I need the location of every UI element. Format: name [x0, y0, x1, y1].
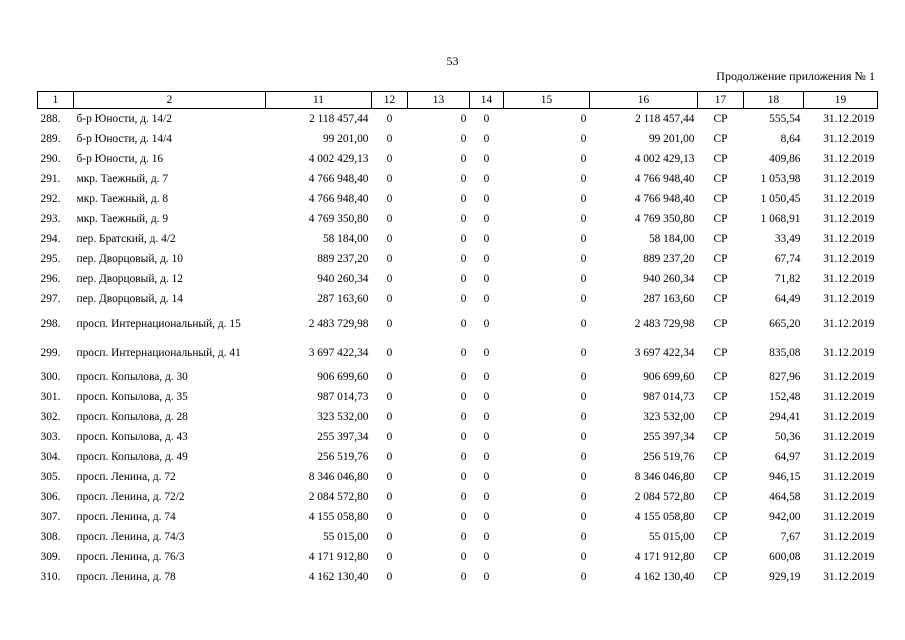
cell-cost-total: 4 171 912,80: [308, 551, 369, 563]
cell-col-13: 0: [460, 551, 467, 563]
cell-source-code: СР: [713, 511, 728, 523]
cell-area: 464,58: [769, 491, 801, 503]
cell-row-number: 301.: [40, 391, 61, 403]
cell-col-14: 0: [483, 133, 490, 145]
cell-deadline: 31.12.2019: [823, 113, 875, 125]
cell-deadline: 31.12.2019: [823, 551, 875, 563]
cell-area: 294,41: [769, 411, 801, 423]
cell-col-15: 0: [580, 491, 587, 503]
cell-col-12: 0: [386, 451, 393, 463]
table-row: [38, 338, 878, 367]
table-row: [38, 567, 878, 587]
cell-area: 1 053,98: [760, 173, 801, 185]
cell-cost-total: 2 483 729,98: [308, 317, 369, 330]
cell-col-15: 0: [580, 551, 587, 563]
cell-deadline: 31.12.2019: [823, 391, 875, 403]
cell-cost-col-16: 4 171 912,80: [634, 551, 695, 563]
cell-row-number: 295.: [40, 253, 61, 265]
cell-area: 555,54: [769, 113, 801, 125]
table-row: [38, 249, 878, 269]
cell-cost-col-16: 2 118 457,44: [635, 113, 695, 125]
cell-col-13: 0: [460, 113, 467, 125]
cell-col-14: 0: [483, 173, 490, 185]
cell-cost-total: 287 163,60: [317, 293, 369, 305]
cell-area: 7,67: [780, 531, 801, 543]
cell-address: просп. Ленина, д. 76/3: [76, 551, 185, 563]
cell-area: 71,82: [774, 273, 801, 285]
cell-address: мкр. Таежный, д. 9: [76, 213, 169, 225]
table-row: [38, 109, 878, 130]
cell-area: 64,49: [774, 293, 801, 305]
cell-col-12: 0: [386, 371, 393, 383]
cell-col-14: 0: [483, 193, 490, 205]
cell-address: просп. Копылова, д. 30: [76, 371, 188, 383]
cell-col-14: 0: [483, 113, 490, 125]
cell-col-14: 0: [483, 346, 490, 359]
page-number: 53: [446, 54, 459, 68]
cell-cost-col-16: 8 346 046,80: [634, 471, 695, 483]
table-row: [38, 149, 878, 169]
cell-col-15: 0: [580, 391, 587, 403]
cell-source-code: СР: [713, 391, 728, 403]
cell-col-13: 0: [460, 471, 467, 483]
column-header: 11: [266, 92, 372, 109]
cell-row-number: 303.: [40, 431, 61, 443]
cell-row-number: 288.: [40, 113, 61, 125]
cell-col-12: 0: [386, 193, 393, 205]
cell-area: 942,00: [769, 511, 801, 523]
cell-col-15: 0: [580, 293, 587, 305]
cell-cost-col-16: 2 084 572,80: [634, 491, 695, 503]
cell-col-14: 0: [483, 371, 490, 383]
cell-col-14: 0: [483, 531, 490, 543]
cell-col-15: 0: [580, 213, 587, 225]
cell-source-code: СР: [713, 411, 728, 423]
cell-area: 152,48: [769, 391, 801, 403]
continuation-note: Продолжение приложения № 1: [716, 69, 875, 83]
table-header-row: [38, 92, 878, 109]
cell-col-13: 0: [460, 491, 467, 503]
cell-cost-total: 4 162 130,40: [308, 571, 369, 583]
cell-cost-total: 4 766 948,40: [308, 193, 369, 205]
cell-cost-total: 256 519,76: [317, 451, 369, 463]
cell-col-13: 0: [460, 293, 467, 305]
cell-cost-total: 4 766 948,40: [308, 173, 369, 185]
cell-address: просп. Копылова, д. 28: [76, 411, 188, 423]
cell-address: просп. Интернациональный, д. 41: [76, 346, 241, 359]
cell-col-15: 0: [580, 431, 587, 443]
cell-address: пер. Братский, д. 4/2: [76, 233, 176, 245]
cell-area: 1 050,45: [760, 193, 801, 205]
cell-col-12: 0: [386, 551, 393, 563]
cell-col-12: 0: [386, 233, 393, 245]
table-row: [38, 367, 878, 387]
cell-address: б-р Юности, д. 14/2: [76, 113, 172, 125]
cell-col-13: 0: [460, 253, 467, 265]
cell-area: 8,64: [780, 133, 801, 145]
column-header: 19: [804, 92, 878, 109]
cell-col-12: 0: [386, 253, 393, 265]
cell-col-15: 0: [580, 113, 587, 125]
cell-row-number: 291.: [40, 173, 61, 185]
cell-row-number: 296.: [40, 273, 61, 285]
column-header: 14: [470, 92, 504, 109]
cell-col-14: 0: [483, 451, 490, 463]
cell-area: 827,96: [769, 371, 801, 383]
table-body: [38, 109, 878, 588]
cell-cost-col-16: 889 237,20: [643, 253, 695, 265]
cell-deadline: 31.12.2019: [823, 173, 875, 185]
cell-area: 50,36: [774, 431, 801, 443]
cell-col-15: 0: [580, 253, 587, 265]
cell-cost-total: 906 699,60: [317, 371, 369, 383]
column-header: 18: [744, 92, 804, 109]
cell-area: 67,74: [774, 253, 801, 265]
table-row: [38, 387, 878, 407]
cell-source-code: СР: [713, 253, 728, 265]
table-row: [38, 467, 878, 487]
cell-cost-col-16: 906 699,60: [643, 371, 695, 383]
cell-source-code: СР: [713, 531, 728, 543]
cell-col-12: 0: [386, 346, 393, 359]
column-header: 17: [698, 92, 744, 109]
cell-col-13: 0: [460, 511, 467, 523]
table-row: [38, 209, 878, 229]
table-row: [38, 269, 878, 289]
cell-col-12: 0: [386, 293, 393, 305]
cell-area: 600,08: [769, 551, 801, 563]
cell-cost-total: 987 014,73: [317, 391, 369, 403]
cell-area: 929,19: [769, 571, 801, 583]
cell-col-14: 0: [483, 391, 490, 403]
cell-col-12: 0: [386, 391, 393, 403]
cell-row-number: 300.: [40, 371, 61, 383]
cell-row-number: 307.: [40, 511, 61, 523]
cell-deadline: 31.12.2019: [823, 491, 875, 503]
cell-cost-total: 58 184,00: [322, 233, 369, 245]
cell-source-code: СР: [713, 346, 728, 359]
cell-col-12: 0: [386, 431, 393, 443]
cell-col-14: 0: [483, 411, 490, 423]
cell-col-12: 0: [386, 511, 393, 523]
cell-source-code: СР: [713, 371, 728, 383]
cell-col-15: 0: [580, 273, 587, 285]
cell-area: 409,86: [769, 153, 801, 165]
cell-row-number: 310.: [40, 571, 61, 583]
cell-col-13: 0: [460, 233, 467, 245]
cell-source-code: СР: [713, 491, 728, 503]
cell-col-13: 0: [460, 193, 467, 205]
register-table: [37, 91, 878, 587]
cell-row-number: 298.: [40, 317, 61, 330]
cell-cost-total: 2 118 457,44: [309, 113, 369, 125]
cell-source-code: СР: [713, 193, 728, 205]
cell-deadline: 31.12.2019: [823, 213, 875, 225]
cell-col-12: 0: [386, 113, 393, 125]
cell-address: просп. Ленина, д. 78: [76, 571, 176, 583]
cell-deadline: 31.12.2019: [823, 193, 875, 205]
cell-address: просп. Копылова, д. 35: [76, 391, 188, 403]
cell-col-15: 0: [580, 193, 587, 205]
table-row: [38, 447, 878, 467]
cell-col-13: 0: [460, 133, 467, 145]
cell-area: 33,49: [774, 233, 801, 245]
cell-col-12: 0: [386, 531, 393, 543]
cell-row-number: 293.: [40, 213, 61, 225]
cell-cost-col-16: 287 163,60: [643, 293, 695, 305]
table-row: [38, 229, 878, 249]
cell-source-code: СР: [713, 431, 728, 443]
cell-address: просп. Ленина, д. 72: [76, 471, 176, 483]
cell-col-12: 0: [386, 317, 393, 330]
cell-address: мкр. Таежный, д. 8: [76, 193, 169, 205]
cell-col-15: 0: [580, 173, 587, 185]
cell-col-13: 0: [460, 451, 467, 463]
cell-col-14: 0: [483, 253, 490, 265]
cell-col-12: 0: [386, 273, 393, 285]
cell-col-15: 0: [580, 153, 587, 165]
cell-col-15: 0: [580, 317, 587, 330]
cell-source-code: СР: [713, 551, 728, 563]
cell-row-number: 308.: [40, 531, 61, 543]
cell-col-13: 0: [460, 317, 467, 330]
cell-deadline: 31.12.2019: [823, 346, 875, 359]
table-row: [38, 189, 878, 209]
column-header: 16: [590, 92, 698, 109]
cell-cost-col-16: 99 201,00: [648, 133, 695, 145]
table-row: [38, 169, 878, 189]
cell-col-12: 0: [386, 173, 393, 185]
cell-col-15: 0: [580, 451, 587, 463]
cell-cost-col-16: 58 184,00: [648, 233, 695, 245]
cell-deadline: 31.12.2019: [823, 317, 875, 330]
cell-deadline: 31.12.2019: [823, 153, 875, 165]
cell-area: 946,15: [769, 471, 801, 483]
cell-col-12: 0: [386, 411, 393, 423]
cell-col-13: 0: [460, 346, 467, 359]
cell-cost-total: 255 397,34: [317, 431, 369, 443]
cell-row-number: 292.: [40, 193, 61, 205]
cell-col-15: 0: [580, 571, 587, 583]
cell-source-code: СР: [713, 317, 728, 330]
cell-cost-col-16: 255 397,34: [643, 431, 695, 443]
cell-cost-total: 99 201,00: [322, 133, 369, 145]
cell-col-14: 0: [483, 431, 490, 443]
cell-source-code: СР: [713, 293, 728, 305]
cell-col-12: 0: [386, 471, 393, 483]
cell-cost-total: 4 769 350,80: [308, 213, 369, 225]
table-row: [38, 527, 878, 547]
cell-cost-total: 4 155 058,80: [308, 511, 369, 523]
cell-cost-total: 889 237,20: [317, 253, 369, 265]
cell-col-13: 0: [460, 391, 467, 403]
cell-col-15: 0: [580, 133, 587, 145]
cell-deadline: 31.12.2019: [823, 571, 875, 583]
cell-col-14: 0: [483, 511, 490, 523]
column-header: 12: [372, 92, 408, 109]
cell-row-number: 304.: [40, 451, 61, 463]
cell-source-code: СР: [713, 471, 728, 483]
cell-col-14: 0: [483, 273, 490, 285]
cell-cost-total: 323 532,00: [317, 411, 369, 423]
cell-address: просп. Ленина, д. 74: [76, 511, 176, 523]
cell-cost-col-16: 4 766 948,40: [634, 193, 695, 205]
cell-col-12: 0: [386, 491, 393, 503]
cell-cost-col-16: 4 162 130,40: [634, 571, 695, 583]
cell-source-code: СР: [713, 113, 728, 125]
cell-row-number: 309.: [40, 551, 61, 563]
cell-address: просп. Ленина, д. 72/2: [76, 491, 185, 503]
cell-col-13: 0: [460, 431, 467, 443]
cell-address: пер. Дворцовый, д. 12: [76, 273, 183, 285]
cell-col-14: 0: [483, 317, 490, 330]
cell-source-code: СР: [713, 451, 728, 463]
cell-deadline: 31.12.2019: [823, 273, 875, 285]
cell-col-15: 0: [580, 471, 587, 483]
cell-row-number: 305.: [40, 471, 61, 483]
table-row: [38, 427, 878, 447]
cell-col-13: 0: [460, 173, 467, 185]
cell-source-code: СР: [713, 571, 728, 583]
cell-area: 1 068,91: [760, 213, 801, 225]
cell-deadline: 31.12.2019: [823, 451, 875, 463]
cell-row-number: 302.: [40, 411, 61, 423]
table-row: [38, 407, 878, 427]
cell-deadline: 31.12.2019: [823, 371, 875, 383]
cell-cost-col-16: 4 002 429,13: [634, 153, 695, 165]
cell-address: пер. Дворцовый, д. 14: [76, 293, 183, 305]
cell-address: мкр. Таежный, д. 7: [76, 173, 169, 185]
cell-col-12: 0: [386, 571, 393, 583]
cell-col-14: 0: [483, 213, 490, 225]
cell-deadline: 31.12.2019: [823, 233, 875, 245]
cell-col-14: 0: [483, 293, 490, 305]
cell-source-code: СР: [713, 213, 728, 225]
cell-address: б-р Юности, д. 16: [76, 153, 164, 165]
cell-address: просп. Интернациональный, д. 15: [76, 317, 241, 330]
cell-col-13: 0: [460, 213, 467, 225]
cell-col-12: 0: [386, 153, 393, 165]
cell-area: 665,20: [769, 317, 801, 330]
cell-row-number: 294.: [40, 233, 61, 245]
cell-col-12: 0: [386, 213, 393, 225]
cell-col-15: 0: [580, 511, 587, 523]
cell-cost-total: 3 697 422,34: [308, 346, 369, 359]
cell-address: б-р Юности, д. 14/4: [76, 133, 172, 145]
cell-cost-col-16: 323 532,00: [643, 411, 695, 423]
cell-col-14: 0: [483, 491, 490, 503]
cell-col-12: 0: [386, 133, 393, 145]
cell-deadline: 31.12.2019: [823, 531, 875, 543]
table-row: [38, 289, 878, 309]
cell-cost-col-16: 2 483 729,98: [634, 317, 695, 330]
cell-address: просп. Ленина, д. 74/3: [76, 531, 185, 543]
table-row: [38, 507, 878, 527]
cell-deadline: 31.12.2019: [823, 253, 875, 265]
cell-source-code: СР: [713, 173, 728, 185]
cell-source-code: СР: [713, 153, 728, 165]
column-header: 15: [504, 92, 590, 109]
cell-col-14: 0: [483, 153, 490, 165]
cell-col-15: 0: [580, 233, 587, 245]
cell-col-15: 0: [580, 411, 587, 423]
cell-address: просп. Копылова, д. 43: [76, 431, 188, 443]
cell-col-15: 0: [580, 531, 587, 543]
cell-address: просп. Копылова, д. 49: [76, 451, 188, 463]
cell-deadline: 31.12.2019: [823, 431, 875, 443]
cell-row-number: 297.: [40, 293, 61, 305]
table-row: [38, 547, 878, 567]
cell-col-13: 0: [460, 571, 467, 583]
table-row: [38, 487, 878, 507]
cell-source-code: СР: [713, 273, 728, 285]
cell-cost-total: 4 002 429,13: [308, 153, 369, 165]
cell-area: 835,08: [769, 346, 801, 359]
cell-deadline: 31.12.2019: [823, 133, 875, 145]
cell-col-14: 0: [483, 233, 490, 245]
cell-source-code: СР: [713, 133, 728, 145]
cell-col-13: 0: [460, 531, 467, 543]
column-header: 1: [38, 92, 74, 109]
cell-col-13: 0: [460, 153, 467, 165]
cell-cost-col-16: 4 766 948,40: [634, 173, 695, 185]
cell-cost-total: 940 260,34: [317, 273, 369, 285]
cell-col-14: 0: [483, 571, 490, 583]
cell-row-number: 306.: [40, 491, 61, 503]
cell-cost-col-16: 940 260,34: [643, 273, 695, 285]
cell-cost-col-16: 3 697 422,34: [634, 346, 695, 359]
cell-col-13: 0: [460, 273, 467, 285]
cell-cost-col-16: 55 015,00: [648, 531, 695, 543]
cell-col-15: 0: [580, 346, 587, 359]
cell-col-14: 0: [483, 551, 490, 563]
cell-cost-col-16: 4 769 350,80: [634, 213, 695, 225]
cell-cost-total: 8 346 046,80: [308, 471, 369, 483]
cell-col-13: 0: [460, 411, 467, 423]
column-header: 13: [408, 92, 470, 109]
cell-row-number: 299.: [40, 346, 61, 359]
cell-cost-total: 2 084 572,80: [308, 491, 369, 503]
cell-deadline: 31.12.2019: [823, 471, 875, 483]
column-header: 2: [74, 92, 266, 109]
cell-cost-col-16: 256 519,76: [643, 451, 695, 463]
cell-source-code: СР: [713, 233, 728, 245]
cell-col-13: 0: [460, 371, 467, 383]
cell-deadline: 31.12.2019: [823, 293, 875, 305]
cell-col-15: 0: [580, 371, 587, 383]
cell-address: пер. Дворцовый, д. 10: [76, 253, 183, 265]
cell-col-14: 0: [483, 471, 490, 483]
table-row: [38, 309, 878, 338]
cell-cost-col-16: 987 014,73: [643, 391, 695, 403]
cell-deadline: 31.12.2019: [823, 511, 875, 523]
cell-cost-col-16: 4 155 058,80: [634, 511, 695, 523]
cell-deadline: 31.12.2019: [823, 411, 875, 423]
cell-area: 64,97: [774, 451, 801, 463]
cell-row-number: 289.: [40, 133, 61, 145]
cell-cost-total: 55 015,00: [322, 531, 369, 543]
table-row: [38, 129, 878, 149]
cell-row-number: 290.: [40, 153, 61, 165]
